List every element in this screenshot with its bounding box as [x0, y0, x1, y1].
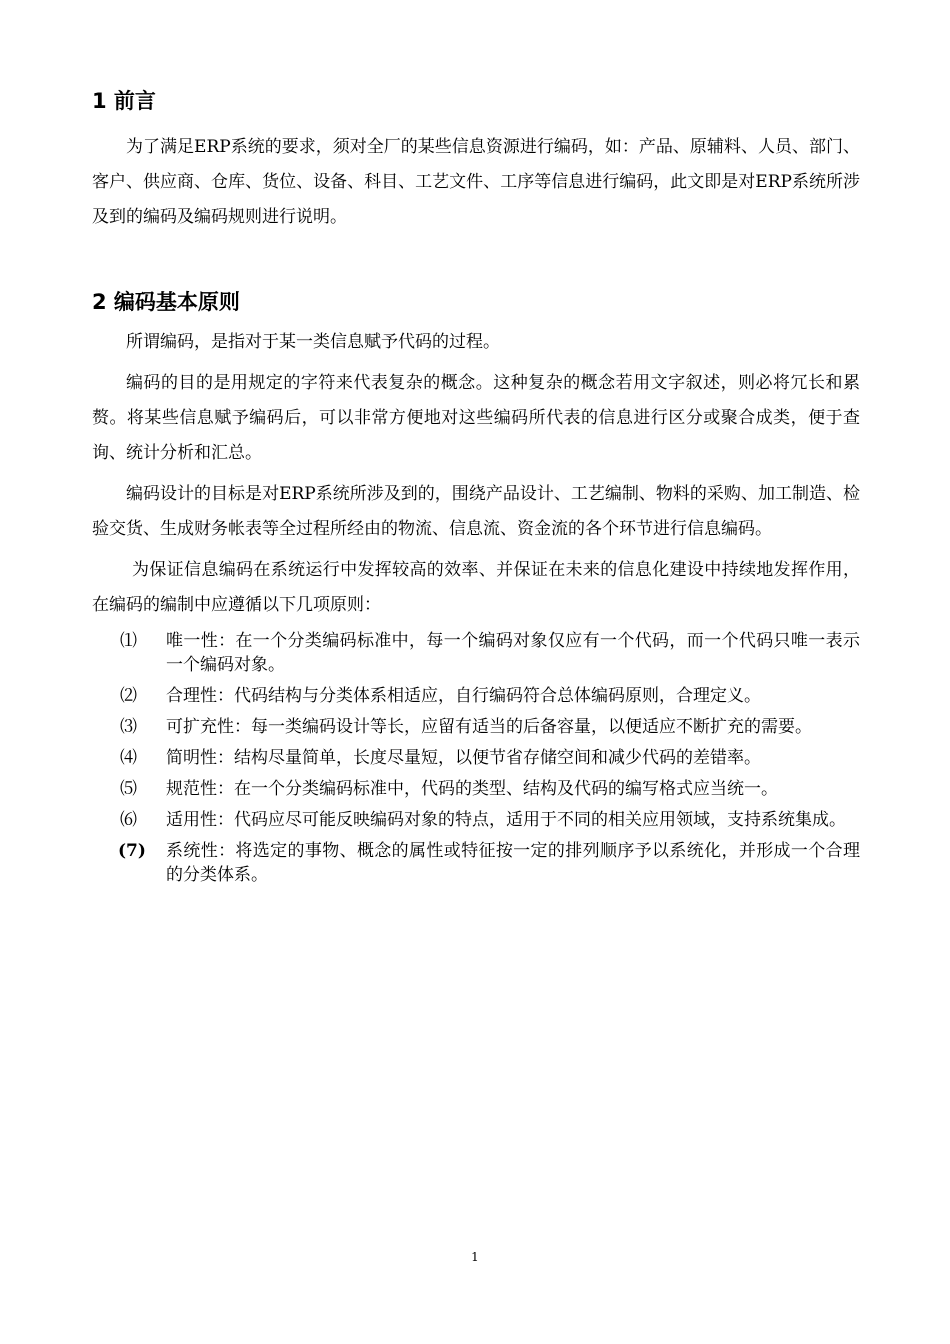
principle-item	[92, 629, 860, 677]
principle-text: 唯一性：在一个分类编码标准中，每一个编码对象仅应有一个代码，而一个代码只唯一表示一个编码对象。	[166, 631, 860, 675]
principle-text: 合理性：代码结构与分类体系相适应，自行编码符合总体编码原则，合理定义。	[166, 686, 761, 706]
principle-number: (7)	[118, 841, 146, 861]
principle-item	[92, 715, 860, 739]
principle-text: 适用性：代码应尽可能反映编码对象的特点，适用于不同的相关应用领域，支持系统集成。	[166, 810, 846, 830]
principles-intro: 为保证信息编码在系统运行中发挥较高的效率、并保证在未来的信息化建设中持续地发挥作用，在编码的编制中应遵循以下几项原则：	[92, 560, 860, 615]
principle-number: ⑵	[120, 686, 137, 706]
principle-number: ⑸	[120, 779, 137, 799]
principle-number: ⑶	[120, 717, 137, 737]
principle-item	[92, 746, 860, 770]
purpose-paragraph: 编码的目的是用规定的字符来代表复杂的概念。这种复杂的概念若用文字叙述，则必将冗长和累赘。将某些信息赋予编码后，可以非常方便地对这些编码所代表的信息进行区分或聚合成类，便于查询、统计分析和汇总。	[92, 373, 860, 463]
principle-number: ⑷	[120, 748, 137, 768]
definition-paragraph: 所谓编码，是指对于某一类信息赋予代码的过程。	[126, 332, 500, 352]
principle-item	[92, 684, 860, 708]
principle-item	[92, 808, 860, 832]
page-content	[92, 86, 860, 894]
section-2-heading: 2 编码基本原则	[92, 290, 240, 314]
page-number: 1	[471, 1250, 479, 1264]
section-1-paragraph: 为了满足ERP系统的要求，须对全厂的某些信息资源进行编码，如：产品、原辅料、人员、部门、客户、供应商、仓库、货位、设备、科目、工艺文件、工序等信息进行编码，此文即是对ERP系统所涉及到的编码及编码规则进行说明。	[92, 137, 860, 227]
principle-text: 简明性：结构尽量简单，长度尽量短，以便节省存储空间和减少代码的差错率。	[166, 748, 761, 768]
principle-text: 规范性：在一个分类编码标准中，代码的类型、结构及代码的编写格式应当统一。	[166, 779, 778, 799]
principle-text: 系统性：将选定的事物、概念的属性或特征按一定的排列顺序予以系统化，并形成一个合理的分类体系。	[166, 841, 860, 885]
principle-item	[92, 777, 860, 801]
principle-number: ⑴	[120, 631, 137, 651]
principle-number: ⑹	[120, 810, 137, 830]
principle-item	[92, 839, 860, 887]
section-1-heading: 1 前言	[92, 89, 156, 113]
principle-text: 可扩充性：每一类编码设计等长，应留有适当的后备容量，以便适应不断扩充的需要。	[166, 717, 812, 737]
principles-list	[92, 629, 860, 887]
goal-paragraph: 编码设计的目标是对ERP系统所涉及到的，围绕产品设计、工艺编制、物料的采购、加工制造、检验交货、生成财务帐表等全过程所经由的物流、信息流、资金流的各个环节进行信息编码。	[92, 484, 860, 539]
